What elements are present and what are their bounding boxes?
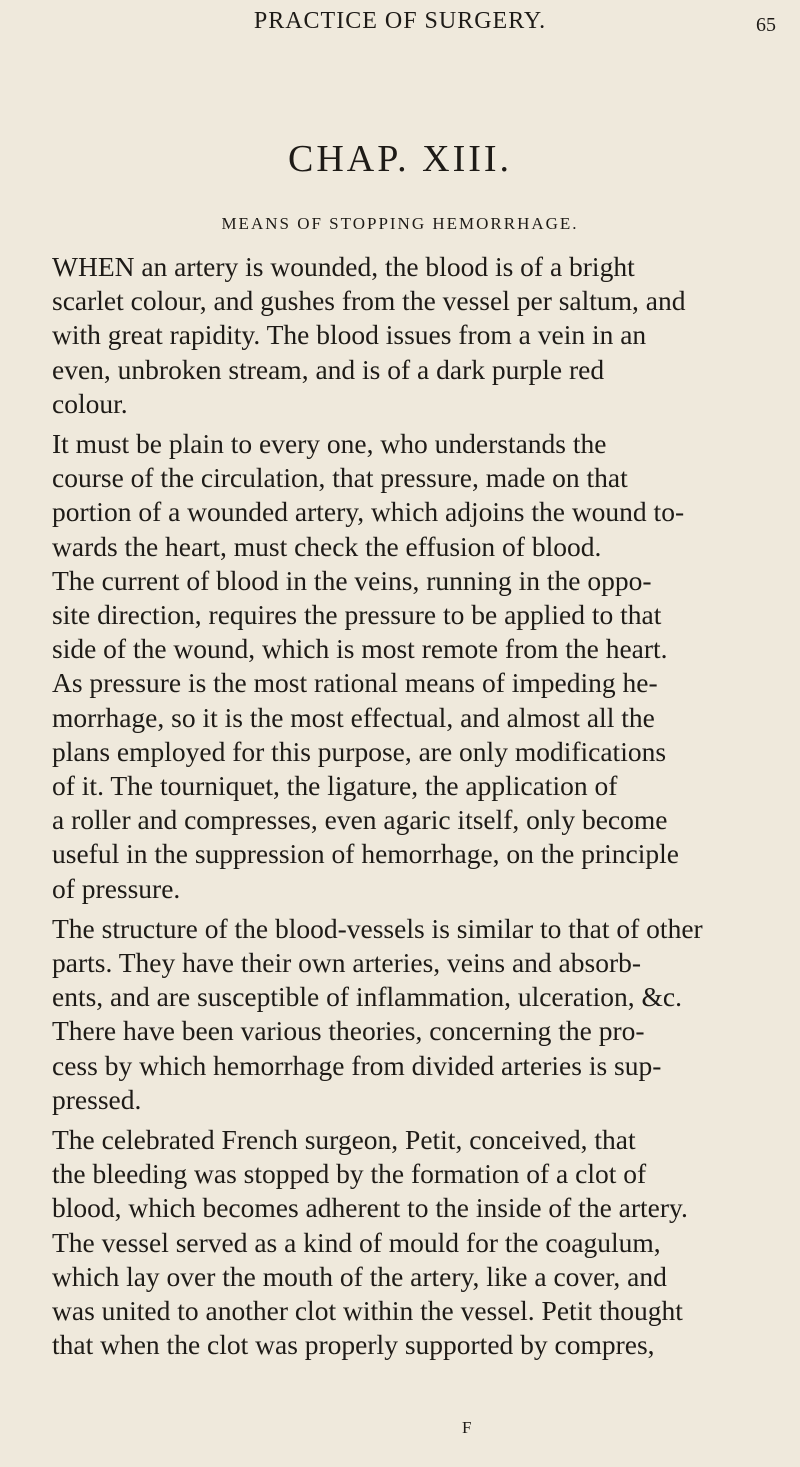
text-line: The vessel served as a kind of mould for the coagulum, (52, 1226, 661, 1258)
chapter-title: CHAP. XIII. (287, 138, 513, 180)
text-line: It must be plain to every one, who understands the (52, 428, 607, 460)
page-number: 65 (756, 14, 776, 36)
paragraph (52, 564, 774, 667)
text-line: the bleeding was stopped by the formation of a clot of (52, 1158, 647, 1190)
text-line: portion of a wounded artery, which adjoins the wound to- (52, 496, 685, 528)
text-line: even, unbroken stream, and is of a dark purple red (52, 353, 605, 385)
text-line: The structure of the blood-vessels is similar to that of other (52, 912, 703, 944)
paragraph (52, 912, 774, 1015)
text-line: of pressure. (52, 872, 181, 904)
text-line: The current of blood in the veins, running in the oppo- (52, 564, 652, 596)
paragraph (52, 250, 774, 421)
text-line: was united to another clot within the vessel. Petit thought (52, 1295, 683, 1327)
body-text (52, 250, 774, 1363)
paragraph (52, 666, 774, 905)
text-line: a roller and compresses, even agaric itself, only become (52, 804, 668, 836)
text-line: with great rapidity. The blood issues from a vein in an (52, 319, 647, 351)
text-line: side of the wound, which is most remote from the heart. (52, 633, 668, 665)
paragraph (52, 1123, 774, 1362)
text-line: scarlet colour, and gushes from the vessel per saltum, and (52, 285, 686, 317)
text-line: pressed. (52, 1083, 142, 1115)
running-header: PRACTICE OF SURGERY. (253, 8, 547, 34)
text-line: ents, and are susceptible of inflammation, ulceration, &c. (52, 981, 683, 1013)
text-line: which lay over the mouth of the artery, like a cover, and (52, 1260, 667, 1292)
text-line: wards the heart, must check the effusion of blood. (52, 530, 602, 562)
section-title: MEANS OF STOPPING HEMORRHAGE. (221, 214, 579, 233)
text-line: cess by which hemorrhage from divided arteries is sup- (52, 1049, 662, 1081)
text-line: course of the circulation, that pressure, made on that (52, 462, 628, 494)
signature-mark: F (462, 1418, 472, 1437)
paragraph (52, 1014, 774, 1117)
text-line: morrhage, so it is the most effectual, and almost all the (52, 701, 655, 733)
text-line: site direction, requires the pressure to be applied to that (52, 599, 662, 631)
paragraph (52, 427, 774, 564)
text-line: useful in the suppression of hemorrhage, on the principle (52, 838, 679, 870)
text-line: As pressure is the most rational means of impeding he- (52, 667, 658, 699)
text-line: WHEN an artery is wounded, the blood is of a bright (52, 251, 635, 282)
text-line: colour. (52, 387, 128, 419)
text-line: of it. The tourniquet, the ligature, the application of (52, 770, 618, 802)
text-line: that when the clot was properly supported by compres, (52, 1329, 655, 1361)
text-line: The celebrated French surgeon, Petit, conceived, that (52, 1124, 636, 1156)
text-line: There have been various theories, concerning the pro- (52, 1015, 645, 1047)
text-line: plans employed for this purpose, are only modifications (52, 735, 667, 767)
text-line: parts. They have their own arteries, veins and absorb- (52, 947, 642, 979)
text-line: blood, which becomes adherent to the inside of the artery. (52, 1192, 688, 1224)
